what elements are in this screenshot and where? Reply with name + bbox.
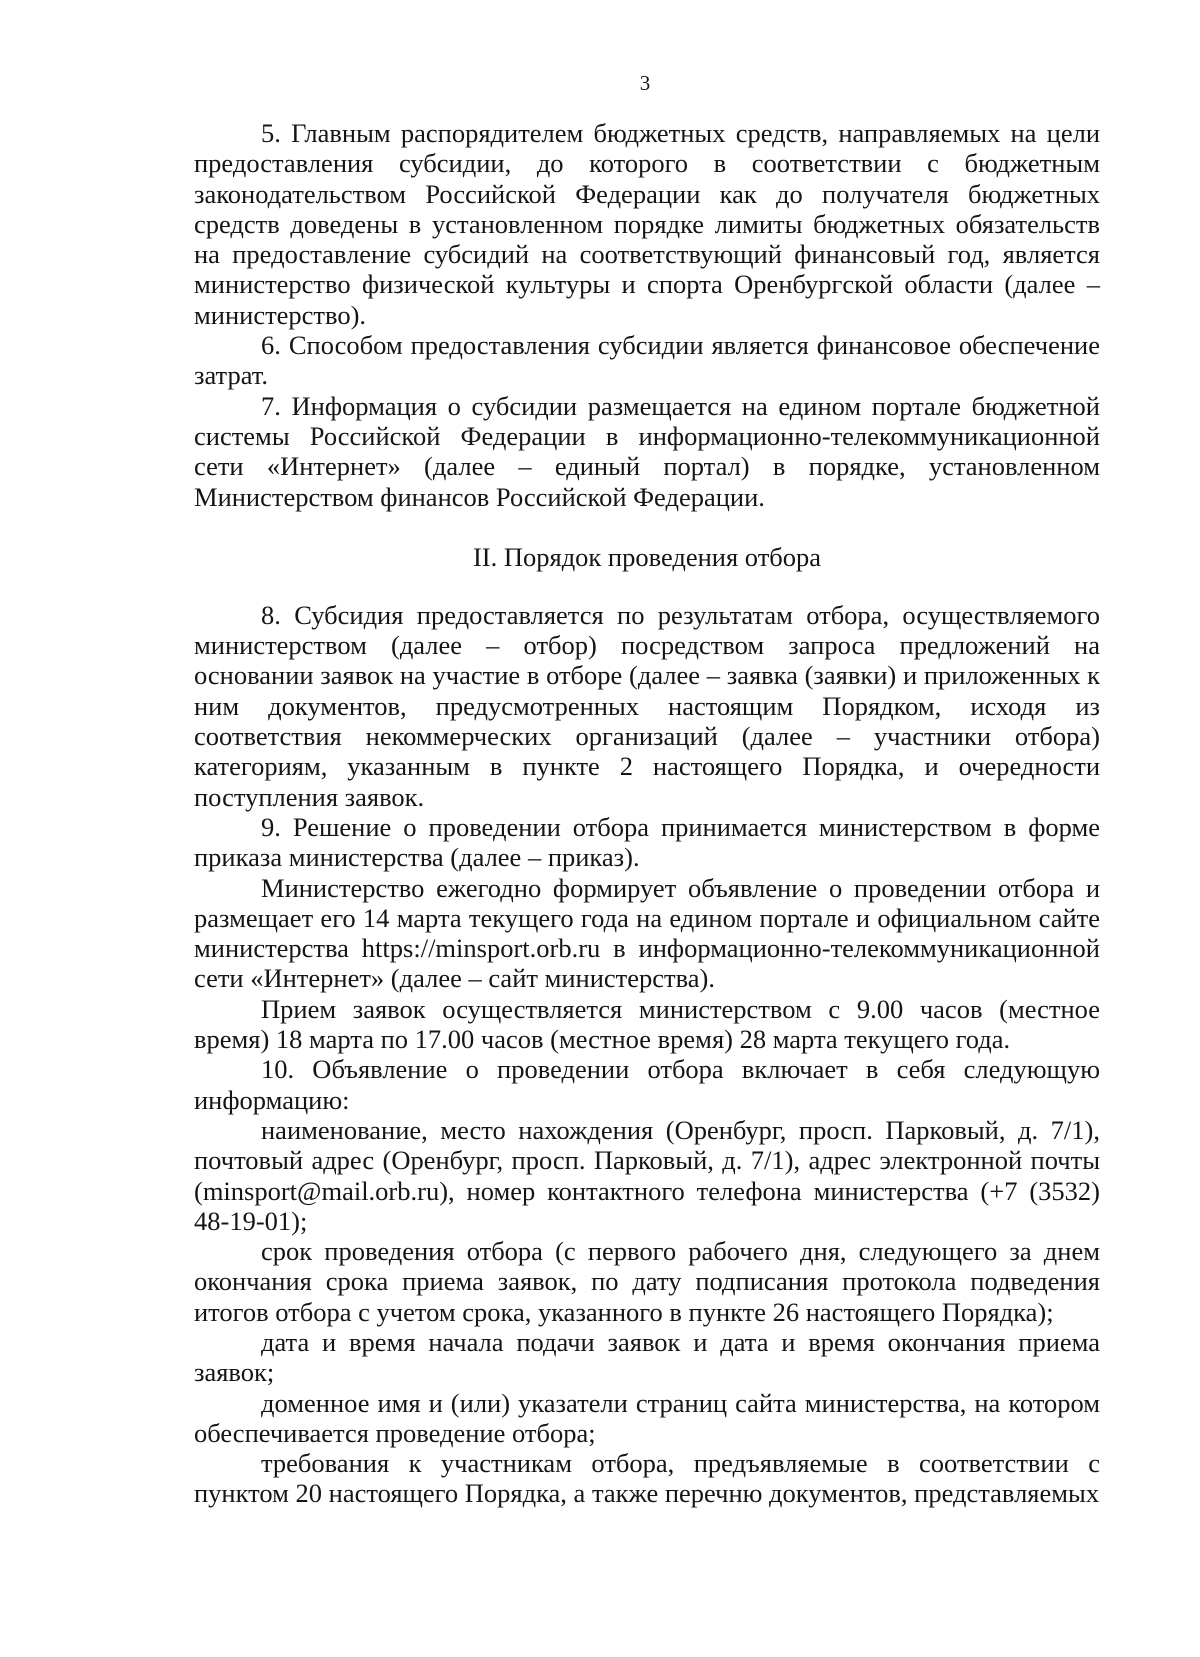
paragraph-announcement: Министерство ежегодно формирует объявление о проведении отбора и размещает его 14 марта текущего года на едином портале и официальном сайте министерства https://minsport.orb.ru в информационно-телекоммуникационной сети «Интернет» (далее – сайт министерства). bbox=[194, 872, 1100, 994]
list-item-selection-period: срок проведения отбора (с первого рабочего дня, следующего за днем окончания срока приема заявок, по дату подписания протокола подведения итогов отбора с учетом срока, указанного в пункте 26 настоящего Порядка); bbox=[194, 1236, 1100, 1327]
paragraph-6: 6. Способом предоставления субсидии является финансовое обеспечение затрат. bbox=[194, 330, 1100, 391]
paragraph-10: 10. Объявление о проведении отбора включает в себя следующую информацию: bbox=[194, 1054, 1100, 1115]
document-body bbox=[194, 118, 1100, 1509]
list-item-participant-requirements: требования к участникам отбора, предъявляемые в соответствии с пунктом 20 настоящего Порядка, а также перечню документов, представляемых bbox=[194, 1448, 1100, 1509]
paragraph-applications-period: Прием заявок осуществляется министерством с 9.00 часов (местное время) 18 марта по 17.00 часов (местное время) 28 марта текущего года. bbox=[194, 993, 1100, 1055]
page-number: 3 bbox=[639, 71, 651, 95]
list-item-name-address: наименование, место нахождения (Оренбург, просп. Парковый, д. 7/1), почтовый адрес (Оренбург, просп. Парковый, д. 7/1), адрес электронной почты (minsport@mail.orb.ru), номер контактного телефона министерства (+7 (3532) 48-19-01); bbox=[194, 1114, 1100, 1236]
list-item-application-dates: дата и время начала подачи заявок и дата и время окончания приема заявок; bbox=[194, 1326, 1100, 1388]
paragraph-5: 5. Главным распорядителем бюджетных средств, направляемых на цели предоставления субсидии, до которого в соответствии с бюджетным законодательством Российской Федерации как до получателя бюджетных средств доведены в установленном порядке лимиты бюджетных обязательств на предоставление субсидий на соответствующий финансовый год, является министерство физической культуры и спорта Оренбургской области (далее – министерство). bbox=[194, 118, 1100, 330]
list-item-domain-name: доменное имя и (или) указатели страниц сайта министерства, на котором обеспечивается проведение отбора; bbox=[194, 1387, 1100, 1448]
paragraph-9: 9. Решение о проведении отбора принимается министерством в форме приказа министерства (далее – приказ). bbox=[194, 811, 1100, 873]
paragraph-7: 7. Информация о субсидии размещается на едином портале бюджетной системы Российской Федерации в информационно-телекоммуникационной сети «Интернет» (далее – единый портал) в порядке, установленном Министерством финансов Российской Федерации. bbox=[194, 390, 1100, 512]
paragraph-8: 8. Субсидия предоставляется по результатам отбора, осуществляемого министерством (далее – отбор) посредством запроса предложений на основании заявок на участие в отборе (далее – заявка (заявки) и приложенных к ним документов, предусмотренных настоящим Порядком, исходя из соответствия некоммерческих организаций (далее – участники отбора) категориям, указанным в пункте 2 настоящего Порядка, и очередности поступления заявок. bbox=[194, 599, 1100, 812]
section-heading: II. Порядок проведения отбора bbox=[472, 541, 822, 572]
